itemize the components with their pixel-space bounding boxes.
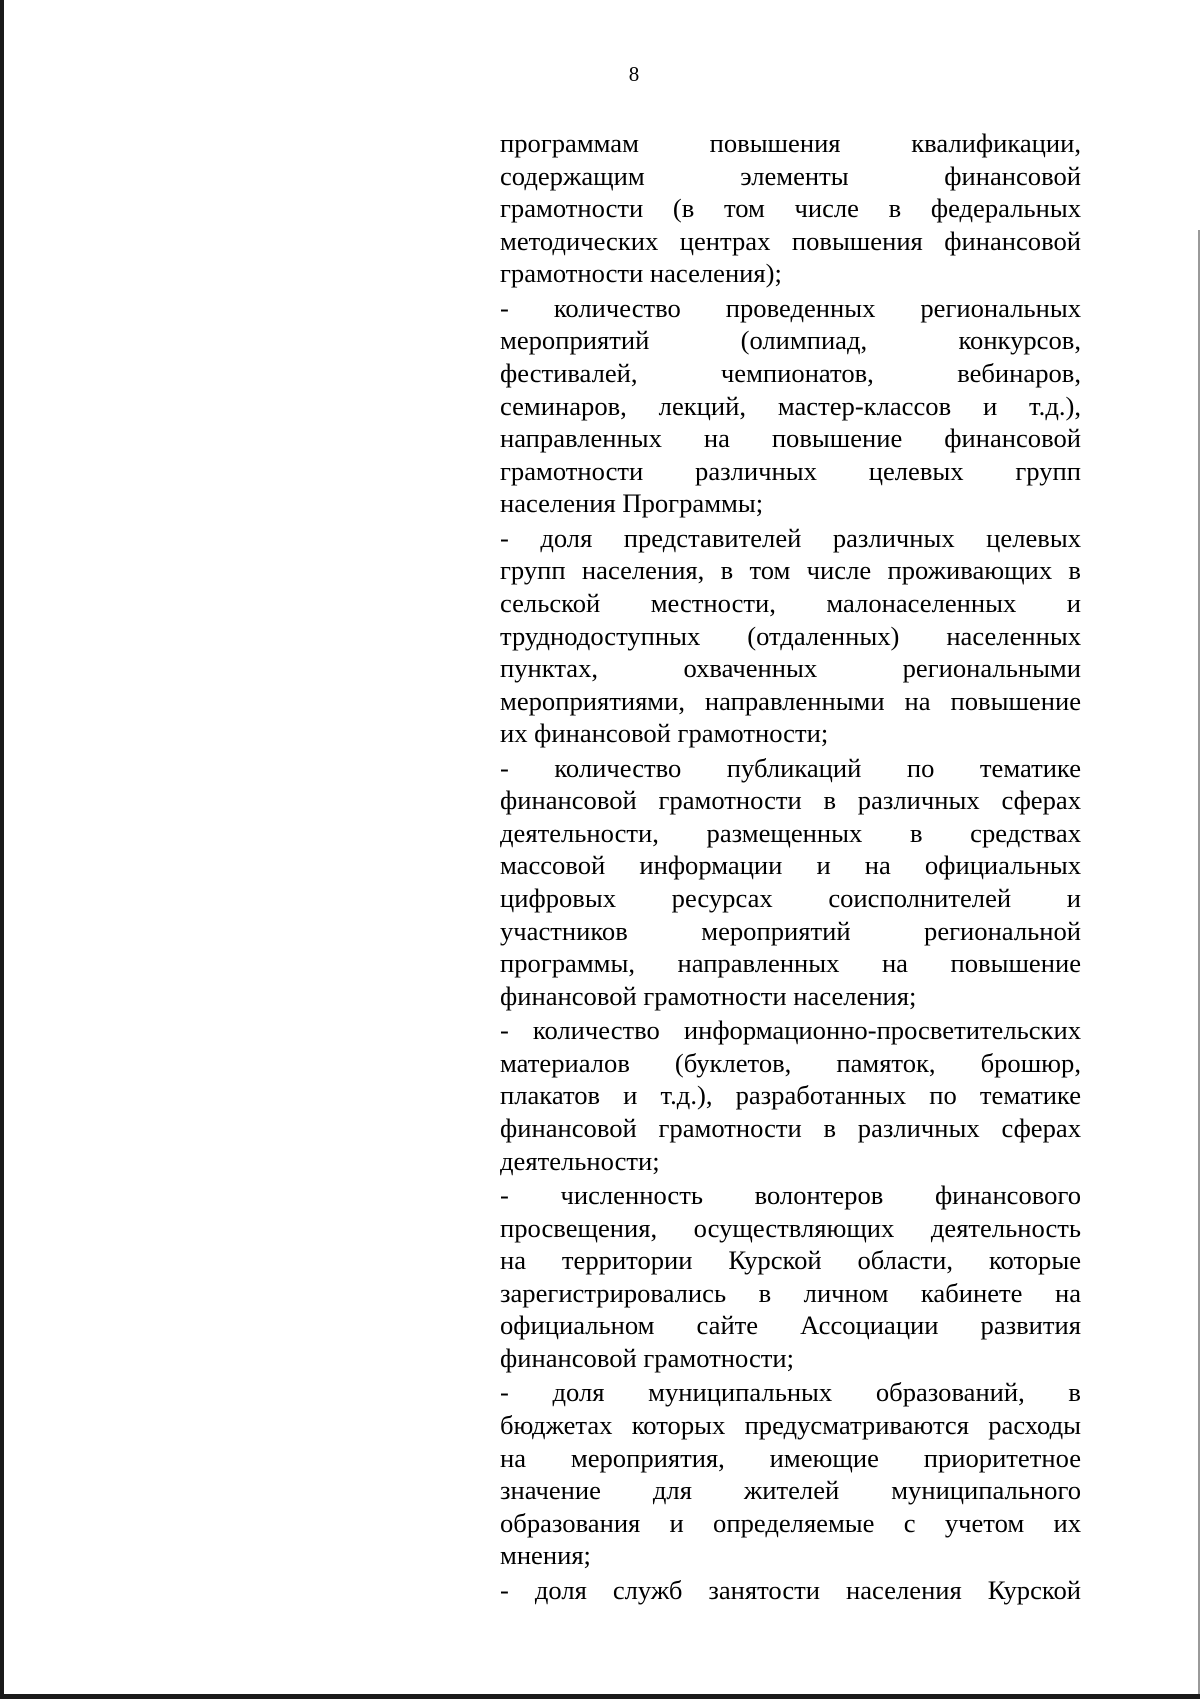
text-line: труднодоступных (отдаленных) населенных xyxy=(500,620,1081,651)
text-line: - количество информационно-просветительских xyxy=(500,1015,1081,1046)
text-line: фестивалей, чемпионатов, вебинаров, xyxy=(500,357,1081,388)
text-line: групп населения, в том числе проживающих в xyxy=(500,555,1081,586)
text-line: мнения; xyxy=(500,1540,591,1571)
text-line: образования и определяемые с учетом их xyxy=(500,1507,1081,1538)
text-line: семинаров, лекций, мастер-классов и т.д.), xyxy=(500,390,1081,421)
text-line: просвещения, осуществляющих деятельность xyxy=(500,1212,1081,1243)
paragraph-target-groups-share xyxy=(500,522,1081,750)
document-text-column xyxy=(500,127,1081,1608)
text-line: программам повышения квалификации, xyxy=(500,128,1081,158)
text-line: материалов (буклетов, памяток, брошюр, xyxy=(500,1047,1081,1078)
scan-border-bottom xyxy=(0,1694,1200,1699)
text-line: на территории Курской области, которые xyxy=(500,1245,1081,1276)
text-line: программы, направленных на повышение xyxy=(500,948,1081,979)
text-line: направленных на повышение финансовой xyxy=(500,423,1081,454)
text-line: сельской местности, малонаселенных и xyxy=(500,587,1081,618)
text-line: грамотности различных целевых групп xyxy=(500,455,1081,486)
text-line: их финансовой грамотности; xyxy=(500,718,829,749)
page-number: 8 xyxy=(628,62,640,86)
text-line: - доля служб занятости населения Курской xyxy=(500,1574,1081,1605)
paragraph-regional-events-count xyxy=(500,292,1081,520)
text-line: цифровых ресурсах соисполнителей и xyxy=(500,883,1081,914)
text-line: деятельности; xyxy=(500,1145,660,1176)
paragraph-employment-services-share xyxy=(500,1574,1081,1607)
text-line: финансовой грамотности в различных сферах xyxy=(500,1113,1081,1143)
paragraph-volunteers-count xyxy=(500,1179,1081,1375)
text-line: грамотности (в том числе в федеральных xyxy=(500,193,1081,224)
text-line: значение для жителей муниципального xyxy=(500,1475,1081,1506)
paragraph-info-materials-count xyxy=(500,1014,1081,1177)
paragraph-municipalities-share xyxy=(500,1376,1081,1572)
text-line: мероприятий (олимпиад, конкурсов, xyxy=(500,325,1081,356)
text-line: на мероприятия, имеющие приоритетное xyxy=(500,1442,1081,1473)
text-line: деятельности, размещенных в средствах xyxy=(500,817,1081,848)
text-line: населения Программы; xyxy=(500,488,764,519)
text-line: содержащим элементы финансовой xyxy=(500,160,1081,191)
text-line: - численность волонтеров финансового xyxy=(500,1179,1081,1210)
text-line: пунктах, охваченных региональными xyxy=(500,653,1081,684)
text-line: участников мероприятий региональной xyxy=(500,915,1081,946)
text-line: финансовой грамотности населения; xyxy=(500,980,917,1011)
text-line: финансовой грамотности в различных сферах xyxy=(500,785,1081,816)
text-line: - доля представителей различных целевых xyxy=(500,522,1081,553)
text-line: мероприятиями, направленными на повышение xyxy=(500,685,1081,716)
text-line: зарегистрировались в личном кабинете на xyxy=(500,1277,1081,1308)
text-line: массовой информации и на официальных xyxy=(500,850,1081,881)
text-line: плакатов и т.д.), разработанных по тематике xyxy=(500,1080,1081,1111)
text-line: - количество публикаций по тематике xyxy=(500,752,1081,783)
paragraph-training-programs xyxy=(500,127,1081,290)
text-line: - доля муниципальных образований, в xyxy=(500,1377,1081,1408)
text-line: бюджетах которых предусматриваются расходы xyxy=(500,1409,1081,1440)
paragraph-publications-count xyxy=(500,752,1081,1013)
scan-border-left xyxy=(0,0,4,1699)
text-line: - количество проведенных региональных xyxy=(500,292,1081,323)
text-line: грамотности населения); xyxy=(500,258,782,289)
text-line: официальном сайте Ассоциации развития xyxy=(500,1310,1081,1341)
text-line: финансовой грамотности; xyxy=(500,1342,795,1373)
text-line: методических центрах повышения финансовой xyxy=(500,225,1081,256)
